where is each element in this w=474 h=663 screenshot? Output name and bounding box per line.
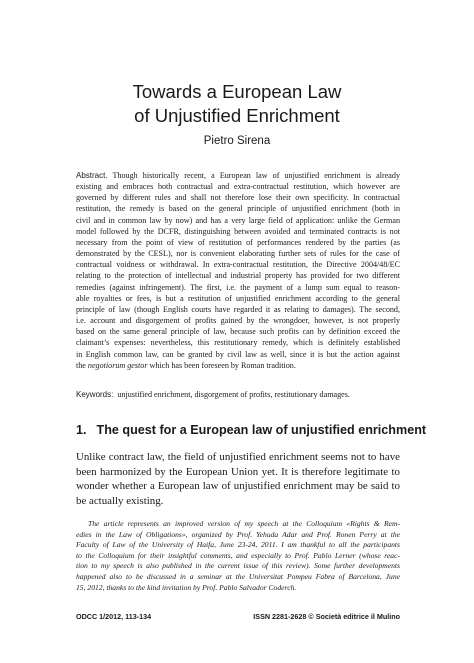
section-title: The quest for a European law of unjustified enrichment xyxy=(96,423,427,437)
issn-copyright: ISSN 2281-2628 © Società editrice il Mulino xyxy=(253,612,400,621)
abstract-line: governed by different rules and shall not therefore lose their own specificity. In contractual xyxy=(76,193,400,203)
section-number: 1. xyxy=(76,423,87,437)
journal-citation: ODCC 1/2012, 113-134 xyxy=(76,612,152,621)
body-paragraph xyxy=(76,450,400,509)
footnote-line: happened also to be discussed in a seminar at the Universitat Pompeu Fabra of Barcelona, June xyxy=(76,571,400,581)
abstract-line: civil and in common law by now) and has a very large field of application: unlike the German xyxy=(76,215,400,225)
footnote-line: edies in the Law of Obligations», organized by Prof. Yehuda Adar and Prof. Ronen Perry at the xyxy=(76,529,400,539)
abstract-line: existing and embraces both contractual and extra-contractual restitution, which however are xyxy=(76,182,400,192)
abstract-line: Abstract. Though historically recent, a European law of unjustified enrichment is already xyxy=(76,171,400,180)
abstract-line: the negotiorum gestor which has been foreseen by Roman tradition. xyxy=(76,360,296,370)
footnote-line: to the Colloquium for their insightful comments, and especially to Prof. Pablo Lerner (whose reac- xyxy=(76,550,400,560)
keywords-label: Keywords: xyxy=(76,390,114,399)
section-heading xyxy=(76,423,427,437)
abstract-line: contractual voidness or withdrawal. In extra-contractual restitution, the Directive 2004/48/EC xyxy=(76,260,400,270)
article-title xyxy=(0,80,474,128)
abstract-line: restitution, the remedy is based on the general principle of unjustified enrichment (both in xyxy=(76,204,400,214)
abstract-line: based on the same general principle of law, because such profits can by definition exceed the xyxy=(76,327,400,337)
article-title-line-2: of Unjustified Enrichment xyxy=(134,105,340,126)
abstract-italic-term: negotiorum gestor xyxy=(87,360,148,370)
footnote xyxy=(76,519,400,593)
body-line: be actually existing. xyxy=(76,495,164,508)
abstract-line: necessary from the point of view of restitution of performances rendered by the parties (as xyxy=(76,237,400,247)
abstract-line: relating to the protection of intellectual and industrial property has provided for two different xyxy=(76,271,400,281)
body-line: Unlike contract law, the field of unjustified enrichment seems not to have xyxy=(76,451,400,463)
abstract-line: in English common law, can be granted by civil law as well, since it is but the action against xyxy=(76,349,400,359)
abstract-line: claimant’s expenses: nevertheless, this restitutionary remedy, which is definitely established xyxy=(76,338,400,348)
abstract-line: able royalties or fees, is but a restitution of unjustified enrichment according to the general xyxy=(76,293,400,303)
body-line: wonder whether a European law of unjustified enrichment may be said to xyxy=(76,480,400,493)
abstract-line: i.e. account and disgorgement of profits gained by the wrongdoer, however, is not properly xyxy=(76,316,400,326)
abstract-line: model followed by the DCFR, distinguishing between avoided and terminated contracts is not xyxy=(76,226,400,236)
keywords-text: unjustified enrichment, disgorgement of profits, restitutionary damages. xyxy=(117,390,350,399)
footnote-line: 15, 2012, thanks to the kind invitation by Prof. Pablo Salvador Coderch. xyxy=(76,582,297,592)
footnote-line: tion to my speech is also published in the current issue of this review). Some further developments xyxy=(76,561,400,571)
abstract-line: demonstrated by the CESL), nor is convenient elaborating further sets of rules for the case of xyxy=(76,249,400,259)
footnote-line: The article represents an improved version of my speech at the Colloquium «Rights & Rem- xyxy=(88,519,400,528)
footnote-line: Faculty of Law of the University of Haifa, June 23-24, 2011. I am thankful to all the participants xyxy=(76,540,400,550)
body-line: been harmonized by the European Union yet. It is therefore legitimate to xyxy=(76,465,400,478)
article-title-line-1: Towards a European Law xyxy=(132,81,342,102)
keywords xyxy=(76,389,400,400)
author-name: Pietro Sirena xyxy=(203,135,271,147)
abstract-line: principle of law (though English courts have regarded it as relating to damages). The second, xyxy=(76,304,400,314)
abstract xyxy=(76,170,400,371)
abstract-label: Abstract. xyxy=(76,171,108,180)
abstract-line: remedies (against infringement). The first, i.e. the payment of a lump sum equal to reason- xyxy=(76,282,400,292)
